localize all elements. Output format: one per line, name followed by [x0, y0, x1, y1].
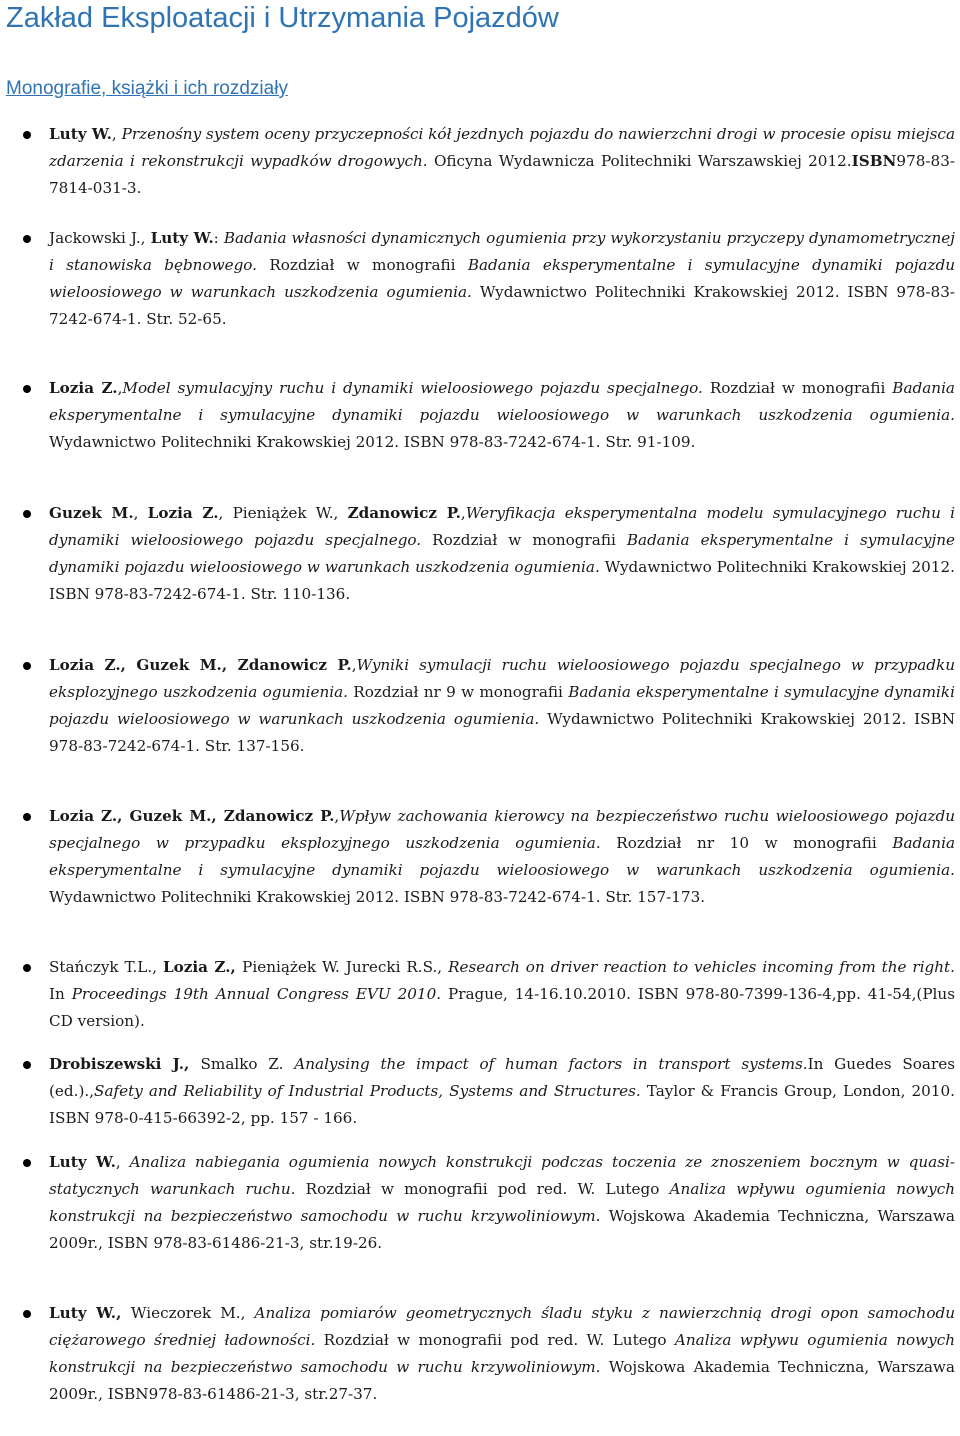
work-title: Badania eksperymentalne i symulacyjne dynamiki pojazdu wieloosiowego w warunkach uszkodzenia ogumienia. [49, 256, 955, 301]
work-title: Badania eksperymentalne i symulacyjne dynamiki pojazdu wieloosiowego w warunkach uszkodzenia ogumienia. [49, 683, 955, 728]
author-name: , [211, 807, 224, 825]
citation-text: Wojskowa Akademia Techniczna, Warszawa 2009r., ISBN 978-83-61486-21-3, str.19-26. [49, 1207, 955, 1252]
citation-text: Wydawnictwo Politechniki Krakowskiej 2012. ISBN 978-83-7242-674-1. Str. 137-156. [49, 710, 956, 755]
work-title: Wyniki symulacji ruchu wieloosiowego pojazdu specjalnego w przypadku eksplozyjnego uszkodzenia ogumienia. [49, 656, 955, 701]
work-title: Analiza pomiarów geometrycznych śladu styku z nawierzchnią drogi opon samochodu ciężarowego średniej ładowności. [49, 1304, 955, 1349]
author-name: Luty W. [49, 125, 112, 143]
work-title: Badania eksperymentalne i symulacyjne dynamiki pojazdu wieloosiowego w warunkach uszkodzenia ogumienia. [49, 379, 955, 424]
work-title: Safety and Reliability of Industrial Products, Systems and Structures. [94, 1082, 641, 1100]
reference-item [49, 1300, 955, 1408]
author-name: Zdanowicz P. [347, 504, 461, 522]
work-title: Analiza nabiegania ogumienia nowych konstrukcji podczas toczenia ze znoszeniem bocznym w quasi-statycznych warunkach ruchu. [49, 1153, 956, 1198]
author-name: Guzek M. [49, 504, 134, 522]
author-name: Luty W. [49, 1153, 116, 1171]
author-name: , [221, 656, 238, 674]
work-title: Model symulacyjny ruchu i dynamiki wieloosiowego pojazdu specjalnego. [122, 379, 703, 397]
citation-text: Wojskowa Akademia Techniczna, Warszawa 2009r., ISBN978-83-61486-21-3, str.27-37. [49, 1358, 955, 1403]
author-name: Guzek M. [129, 807, 212, 825]
author-name: , [120, 656, 137, 674]
work-title: Badania eksperymentalne i symulacyjne dynamiki pojazdu wieloosiowego w warunkach uszkodzenia ogumienia. [49, 834, 955, 879]
author-name: Lozia Z. [49, 656, 121, 674]
citation-text: Wydawnictwo Politechniki Krakowskiej 2012. ISBN 978-83-7242-674-1. Str. 52-65. [49, 283, 955, 328]
author-name: Zdanowicz P. [223, 807, 335, 825]
work-title: Analiza wpływu ogumienia nowych konstrukcji na bezpieczeństwo samochodu w ruchu krzywoliniowym. [49, 1331, 955, 1376]
citation-text: Rozdział w monografii pod red. W. Lutego [315, 1331, 675, 1349]
bullet-icon [23, 385, 31, 393]
citation-text: Wydawnictwo Politechniki Krakowskiej 2012. ISBN 978-83-7242-674-1. Str. 91-109. [49, 433, 696, 451]
bullet-icon [23, 964, 31, 972]
reference-item [49, 1149, 955, 1257]
author-name: Lozia Z. [49, 379, 118, 397]
citation-text: , [460, 504, 466, 522]
citation-text: , [111, 125, 122, 143]
citation-text: Smalko Z. [200, 1055, 295, 1073]
citation-text: , [140, 229, 151, 247]
reference-item [49, 121, 955, 202]
citation-text: Oficyna Wydawnicza Politechniki Warszawskiej 2012. [427, 152, 852, 170]
work-title: Badania własności dynamicznych ogumienia przy wykorzystaniu przyczepy dynamometrycznej i stanowiska bębnowego. [49, 229, 956, 274]
citation-text: Pieniążek W. Jurecki R.S., [242, 958, 449, 976]
citation-text: : [213, 229, 224, 247]
reference-item [49, 375, 955, 456]
bullet-icon [23, 131, 31, 139]
citation-text: Rozdział w monografii [421, 531, 627, 549]
work-title: Badania eksperymentalne i symulacyjne dynamiki pojazdu wieloosiowego w warunkach uszkodzenia ogumienia. [49, 531, 955, 576]
bullet-icon [23, 662, 31, 670]
author-name: Luty W. [150, 229, 214, 247]
reference-item [49, 225, 955, 333]
citation-text: Wydawnictwo Politechniki Krakowskiej 2012. ISBN 978-83-7242-674-1. Str. 157-173. [49, 888, 706, 906]
citation-text: , [115, 1153, 130, 1171]
citation-text: Wieczorek M., [130, 1304, 255, 1322]
reference-item [49, 954, 955, 1035]
citation-text: In [49, 985, 72, 1003]
citation-text: Rozdział nr 10 w monografii [600, 834, 893, 852]
author-name: Guzek M. [136, 656, 222, 674]
author-name: , [230, 958, 243, 976]
reference-item [49, 1051, 955, 1132]
author-name: Zdanowicz P. [237, 656, 352, 674]
citation-text: , Pieniążek W., [218, 504, 348, 522]
citation-text: Rozdział nr 9 w monografii [348, 683, 569, 701]
work-title: Research on driver reaction to vehicles incoming from the right. [448, 958, 955, 976]
citation-text: , [133, 504, 148, 522]
author-name: Lozia Z. [162, 958, 231, 976]
author-name: , [183, 1055, 201, 1073]
bullet-icon [23, 813, 31, 821]
section-heading: Monografie, książki i ich rozdziały [6, 78, 288, 99]
citation-text: 978-83-7814-031-3. [49, 152, 955, 197]
author-name: Drobiszewski J. [49, 1055, 184, 1073]
citation-text: , [334, 807, 340, 825]
citation-text: Rozdział w monografii pod red. W. Lutego [295, 1180, 670, 1198]
work-title: Wpływ zachowania kierowcy na bezpieczeństwo ruchu wieloosiowego pojazdu specjalnego w przypadku eksplozyjnego uszkodzenia ogumienia. [49, 807, 955, 852]
citation-text: In Guedes Soares (ed.)., [49, 1055, 955, 1100]
bullet-icon [23, 1159, 31, 1167]
citation-text: Taylor & Francis Group, London, 2010. ISBN 978-0-415-66392-2, pp. 157 - 166. [49, 1082, 955, 1127]
work-title: Proceedings 19th Annual Congress EVU 2010. [71, 985, 442, 1003]
citation-text: Rozdział w monografii [702, 379, 893, 397]
citation-text: , [117, 379, 123, 397]
reference-item [49, 652, 955, 760]
citation-text: Prague, 14-16.10.2010. ISBN 978-80-7399-136-4,pp. 41-54,(Plus CD version). [49, 985, 955, 1030]
work-title: Analysing the impact of human factors in transport systems. [294, 1055, 808, 1073]
author-name: , [116, 1304, 131, 1322]
work-title: Analiza wpływu ogumienia nowych konstrukcji na bezpieczeństwo samochodu w ruchu krzywoliniowym. [49, 1180, 955, 1225]
citation-text: Rozdział w monografii [257, 256, 468, 274]
bullet-icon [23, 510, 31, 518]
citation-text: , [351, 656, 357, 674]
reference-item [49, 500, 955, 608]
work-title: Przenośny system oceny przyczepności kół jezdnych pojazdu do nawierzchni drogi w procesie opisu miejsca zdarzenia i rekonstrukcji wypadków drogowych. [49, 125, 955, 170]
author-name: Lozia Z. [147, 504, 219, 522]
bullet-icon [23, 1061, 31, 1069]
page-title: Zakład Eksploatacji i Utrzymania Pojazdów [6, 2, 559, 34]
author-name: , [117, 807, 130, 825]
author-name: Luty W. [49, 1304, 117, 1322]
citation-text: Stańczyk T.L., [49, 958, 163, 976]
bullet-icon [23, 1310, 31, 1318]
citation-text: Wydawnictwo Politechniki Krakowskiej 2012. ISBN 978-83-7242-674-1. Str. 110-136. [49, 558, 955, 603]
bullet-icon [23, 235, 31, 243]
reference-item [49, 803, 955, 911]
work-title: Weryfikacja eksperymentalna modelu symulacyjnego ruchu i dynamiki wieloosiowego pojazdu specjalnego. [49, 504, 956, 549]
citation-text: Jackowski J. [49, 229, 141, 247]
author-name: Lozia Z. [49, 807, 118, 825]
author-name: ISBN [851, 152, 897, 170]
